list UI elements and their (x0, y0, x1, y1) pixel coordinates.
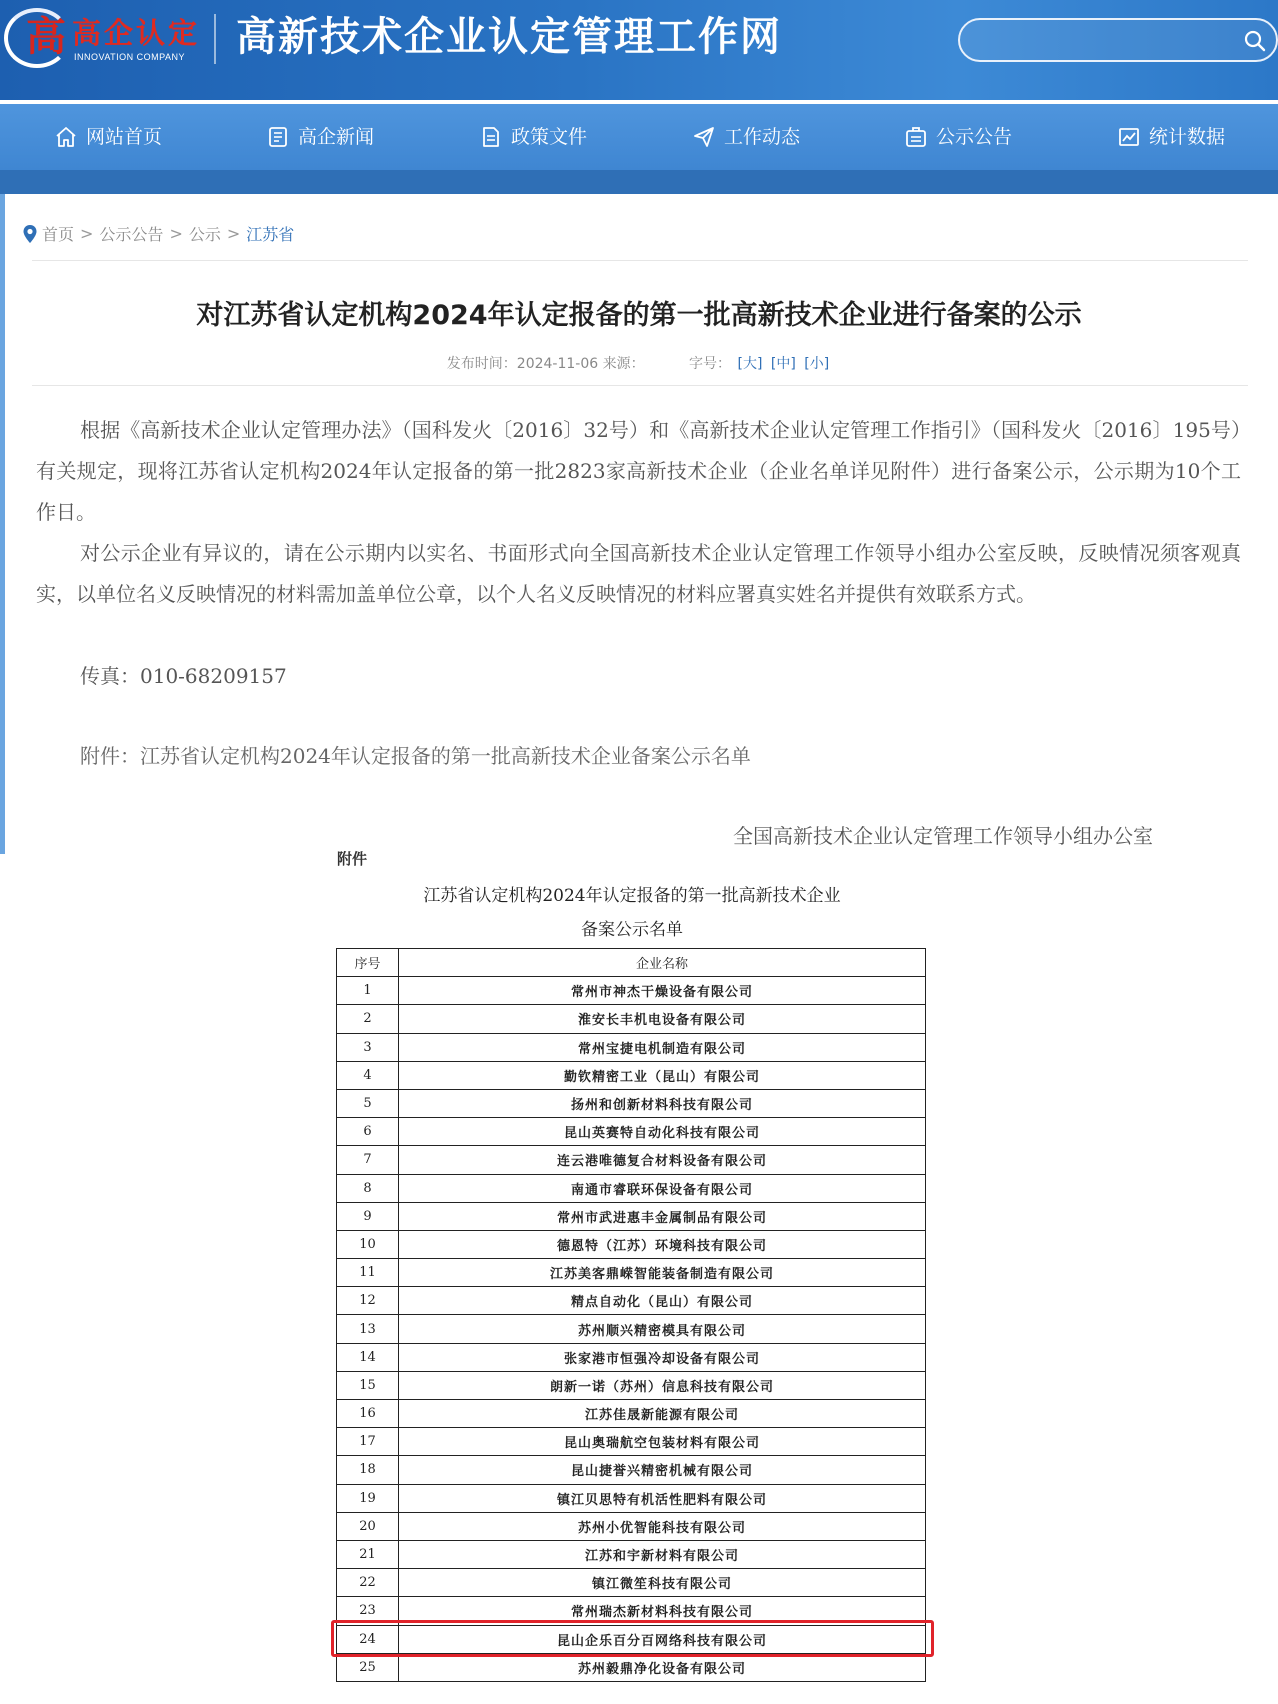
table-row (337, 1428, 926, 1456)
row-number: 14 (337, 1343, 399, 1371)
main-nav (0, 104, 1278, 170)
attachment-label: 附件 (337, 850, 368, 868)
table-row (337, 1343, 926, 1371)
header-divider (214, 14, 216, 64)
company-name: 勤钦精密工业（昆山）有限公司 (399, 1061, 926, 1089)
row-number: 7 (337, 1146, 399, 1174)
search-input[interactable] (958, 18, 1278, 62)
font-size-large-button[interactable]: [大] (737, 356, 763, 372)
row-number: 8 (337, 1174, 399, 1202)
row-number: 5 (337, 1089, 399, 1117)
company-table (336, 948, 926, 1682)
font-size-medium-button[interactable]: [中] (770, 356, 796, 372)
breadcrumb-separator: > (226, 224, 241, 243)
breadcrumb-notices[interactable]: 公示公告 (99, 225, 164, 244)
article-paragraph-1: 根据《高新技术企业认定管理办法》（国科发火〔2016〕32号）和《高新技术企业认定管理工作指引》（国科发火〔2016〕195号）有关规定，现将江苏省认定机构2024年认定报备的第一批2823家高新技术企业（企业名单详见附件）进行备案公示，公示期为10个工作日。 (36, 418, 1241, 524)
row-number: 10 (337, 1230, 399, 1258)
highlight-box (331, 1620, 934, 1657)
breadcrumb-separator: > (80, 224, 94, 243)
row-number: 17 (337, 1428, 399, 1456)
nav-label: 工作动态 (724, 126, 801, 148)
company-name: 朗新一诺（苏州）信息科技有限公司 (399, 1371, 926, 1399)
row-number: 1 (337, 977, 399, 1005)
table-row (337, 1033, 926, 1061)
company-name: 淮安长丰机电设备有限公司 (399, 1005, 926, 1033)
row-number: 19 (337, 1484, 399, 1512)
column-header: 企业名称 (399, 949, 926, 977)
table-row (337, 1456, 926, 1484)
nav-label: 政策文件 (511, 126, 588, 148)
site-logo[interactable] (4, 6, 204, 68)
row-number: 11 (337, 1259, 399, 1287)
divider (32, 385, 1248, 386)
company-name: 苏州小优智能科技有限公司 (399, 1512, 926, 1540)
logo-text: 高企认定 (72, 16, 201, 50)
row-number: 20 (337, 1512, 399, 1540)
table-row (337, 1512, 926, 1540)
font-size-controls (689, 356, 831, 372)
table-row (337, 1005, 926, 1033)
table-row (337, 1202, 926, 1230)
nav-label: 高企新闻 (298, 126, 375, 148)
signature: 全国高新技术企业认定管理工作领导小组办公室 (733, 824, 1153, 848)
document-icon (479, 125, 503, 149)
site-title: 高新技术企业认定管理工作网 (236, 13, 782, 60)
table-row (337, 1315, 926, 1343)
row-number: 23 (337, 1597, 399, 1625)
table-row (337, 977, 926, 1005)
nav-strip (0, 170, 1278, 194)
row-number: 2 (337, 1005, 399, 1033)
row-number: 15 (337, 1371, 399, 1399)
company-name: 昆山企乐百分百网络科技有限公司 (399, 1625, 926, 1653)
table-row (337, 1540, 926, 1568)
article-paragraph-2: 对公示企业有异议的，请在公示期内以实名、书面形式向全国高新技术企业认定管理工作领导小组办公室反映，反映情况须客观真实，以单位名义反映情况的材料需加盖单位公章，以个人名义反映情况的材料应署真实姓名并提供有效联系方式。 (36, 541, 1241, 606)
site-header (0, 0, 1278, 100)
nav-item-policy[interactable] (479, 104, 587, 170)
table-row (337, 1146, 926, 1174)
table-row (337, 1653, 926, 1681)
row-number: 21 (337, 1540, 399, 1568)
table-body (337, 977, 926, 1682)
company-name: 苏州毅鼎净化设备有限公司 (399, 1653, 926, 1681)
table-row (337, 1371, 926, 1399)
table-row (337, 1230, 926, 1258)
breadcrumb-publicity[interactable]: 公示 (188, 225, 221, 244)
company-name: 南通市睿联环保设备有限公司 (399, 1174, 926, 1202)
nav-item-notice[interactable] (904, 104, 1012, 170)
breadcrumb (22, 222, 294, 245)
company-name: 昆山捷誉兴精密机械有限公司 (399, 1456, 926, 1484)
table-row (337, 1089, 926, 1117)
breadcrumb-separator: > (169, 224, 183, 243)
search-icon[interactable] (1244, 30, 1266, 52)
company-name: 德恩特（江苏）环境科技有限公司 (399, 1230, 926, 1258)
table-row (337, 1174, 926, 1202)
company-name: 苏州顺兴精密模具有限公司 (399, 1315, 926, 1343)
send-icon (692, 125, 716, 149)
attachment-title-line1: 江苏省认定机构2024年认定报备的第一批高新技术企业 (423, 886, 841, 906)
company-name: 常州市武进惠丰金属制品有限公司 (399, 1202, 926, 1230)
table-row (337, 1118, 926, 1146)
location-pin-icon (22, 224, 38, 244)
fax-line: 传真：010-68209157 (80, 664, 287, 688)
breadcrumb-current[interactable]: 江苏省 (246, 225, 295, 244)
company-name: 精点自动化（昆山）有限公司 (399, 1287, 926, 1315)
table-row (337, 1287, 926, 1315)
attachment-link[interactable]: 附件：江苏省认定机构2024年认定报备的第一批高新技术企业备案公示名单 (80, 744, 751, 768)
font-size-label: 字号： (689, 356, 732, 372)
table-row (337, 1484, 926, 1512)
attachment-title-line2: 备案公示名单 (581, 920, 683, 940)
nav-label: 网站首页 (86, 126, 163, 148)
table-row (337, 1400, 926, 1428)
row-number: 6 (337, 1118, 399, 1146)
row-number: 9 (337, 1202, 399, 1230)
nav-item-home[interactable] (54, 104, 162, 170)
logo-subtext: INNOVATION COMPANY (74, 52, 186, 62)
home-icon (54, 125, 78, 149)
font-size-small-button[interactable]: [小] (804, 356, 830, 372)
divider (32, 260, 1248, 261)
breadcrumb-home[interactable]: 首页 (42, 225, 75, 244)
row-number: 3 (337, 1033, 399, 1061)
row-number: 12 (337, 1287, 399, 1315)
company-name: 江苏美客鼎嵘智能装备制造有限公司 (399, 1259, 926, 1287)
company-name: 江苏佳晟新能源有限公司 (399, 1400, 926, 1428)
company-name: 常州瑞杰新材料科技有限公司 (399, 1597, 926, 1625)
table-header-row (337, 949, 926, 977)
row-number: 18 (337, 1456, 399, 1484)
logo-mark: 高 (26, 13, 66, 60)
table-row (337, 1569, 926, 1597)
nav-item-news[interactable] (266, 104, 374, 170)
notice-icon (904, 125, 928, 149)
chart-icon (1117, 125, 1141, 149)
nav-item-stats[interactable] (1117, 104, 1225, 170)
row-number: 22 (337, 1569, 399, 1597)
column-header: 序号 (337, 949, 399, 977)
table-row (337, 1061, 926, 1089)
nav-item-work[interactable] (692, 104, 800, 170)
company-name: 昆山英赛特自动化科技有限公司 (399, 1118, 926, 1146)
article-title: 对江苏省认定机构2024年认定报备的第一批高新技术企业进行备案的公示 (196, 300, 1082, 331)
news-icon (266, 125, 290, 149)
nav-label: 统计数据 (1149, 126, 1226, 148)
table-row (337, 1259, 926, 1287)
company-name: 张家港市恒强冷却设备有限公司 (399, 1343, 926, 1371)
company-name: 扬州和创新材料科技有限公司 (399, 1089, 926, 1117)
row-number: 16 (337, 1400, 399, 1428)
company-name: 常州市神杰干燥设备有限公司 (399, 977, 926, 1005)
row-number: 13 (337, 1315, 399, 1343)
row-number: 24 (337, 1625, 399, 1653)
company-name: 镇江贝思特有机活性肥料有限公司 (399, 1484, 926, 1512)
row-number: 25 (337, 1653, 399, 1681)
publish-info: 发布时间：2024-11-06 来源： (446, 356, 645, 372)
company-name: 连云港唯德复合材料设备有限公司 (399, 1146, 926, 1174)
nav-label: 公示公告 (936, 126, 1013, 148)
company-name: 常州宝捷电机制造有限公司 (399, 1033, 926, 1061)
company-name: 镇江微笙科技有限公司 (399, 1569, 926, 1597)
article-meta (0, 353, 1278, 373)
company-name: 江苏和宇新材料有限公司 (399, 1540, 926, 1568)
row-number: 4 (337, 1061, 399, 1089)
company-name: 昆山奥瑞航空包装材料有限公司 (399, 1428, 926, 1456)
